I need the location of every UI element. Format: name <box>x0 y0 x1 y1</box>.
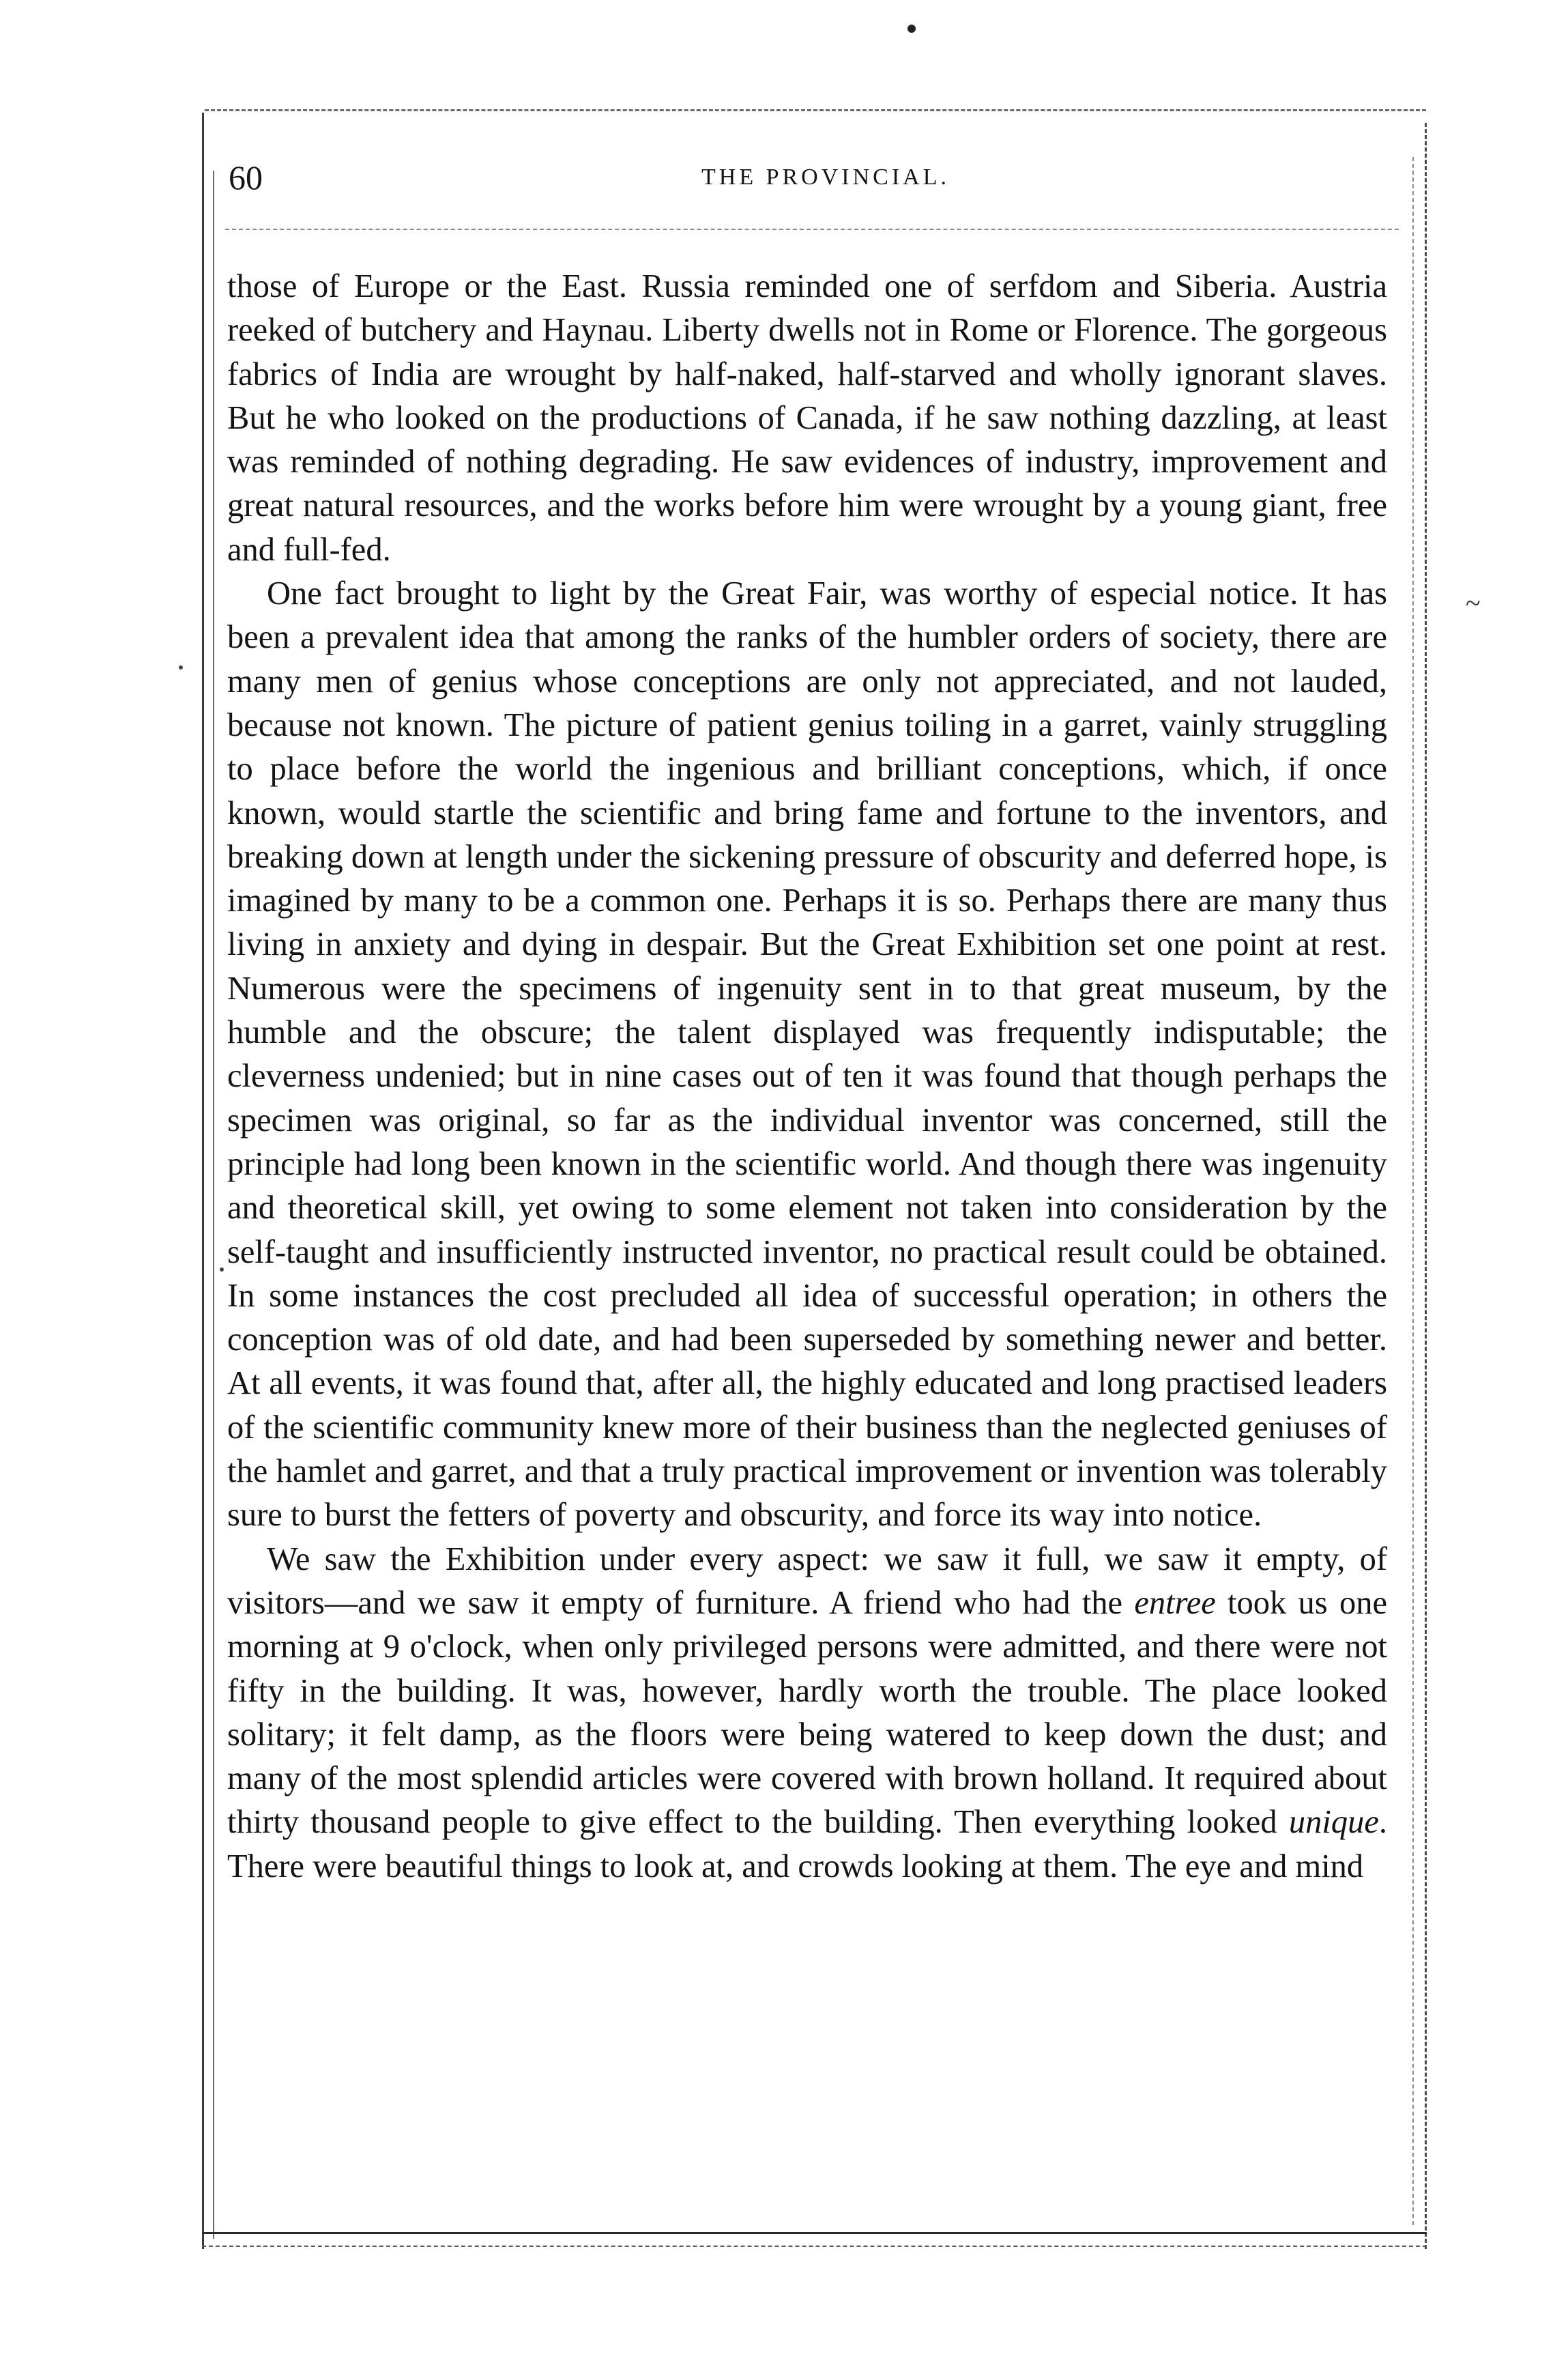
page-frame-bottom <box>202 2232 1427 2234</box>
paragraph-1: those of Europe or the East. Russia reminded one of serfdom and Siberia. Austria reeked of butchery and Haynau. Liberty dwells not in Rome or Florence. The gorgeous fabrics of India are wrought by half-naked, half-starved and wholly ignorant slaves. But he who looked on the productions of Canada, if he saw nothing dazzling, at least was reminded of nothing degrading. He saw evidences of industry, improvement and great natural resources, and the works before him were wrought by a young giant, free and full-fed. <box>227 268 1387 568</box>
body-text <box>227 265 1387 1889</box>
page-frame-left-inner <box>213 171 214 2239</box>
page-number: 60 <box>229 158 263 197</box>
margin-mark: ~ <box>1466 588 1481 618</box>
header-rule <box>225 229 1399 230</box>
italic-unique: unique <box>1288 1804 1379 1841</box>
page-speck <box>908 25 916 33</box>
paragraph-3 <box>227 1538 1387 1889</box>
page-header <box>225 154 1399 201</box>
paragraph-3-part-c: . There were beautiful things to look at, and crowds looking at them. The eye and mind <box>227 1804 1387 1884</box>
page-frame-top <box>205 109 1426 111</box>
page-frame-right-inner <box>1412 157 1414 2225</box>
page-frame-right <box>1425 123 1427 2249</box>
running-head: THE PROVINCIAL. <box>701 164 950 190</box>
margin-speck <box>179 665 183 670</box>
margin-speck <box>220 1267 224 1272</box>
paragraph-3-part-a: We saw the Exhibition under every aspect: we saw it full, we saw it empty, of visitors—and we saw it empty of furniture. A friend who had the <box>227 1540 1387 1621</box>
paragraph-3-part-b: took us one morning at 9 o'clock, when only privileged persons were admitted, and there were not fifty in the building. It was, however, hardly worth the trouble. The place looked solitary; it felt damp, as the floors were being watered to keep down the dust; and many of the most splendid articles were covered with brown holland. It required about thirty thousand people to give effect to the building. Then everything looked <box>227 1584 1387 1841</box>
page-frame-left <box>202 113 204 2249</box>
page-frame-bottom-secondary <box>202 2246 1427 2247</box>
paragraph-2: One fact brought to light by the Great Fair, was worthy of especial notice. It has been a prevalent idea that among the ranks of the humbler orders of society, there are many men of genius whose conceptions are only not appreciated, and not lauded, because not known. The picture of patient genius toiling in a garret, vainly struggling to place before the world the ingenious and brilliant conceptions, which, if once known, would startle the scientific and bring fame and fortune to the inventors, and breaking down at length under the sickening pressure of obscurity and deferred hope, is imagined by many to be a common one. Perhaps it is so. Perhaps there are many thus living in anxiety and dying in despair. But the Great Exhibition set one point at rest. Numerous were the specimens of ingenuity sent in to that great museum, by the humble and the obscure; the talent displayed was frequently indisputable; the cleverness undenied; but in nine cases out of ten it was found that though perhaps the specimen was original, so far as the individual inventor was concerned, still the principle had long been known in the scientific world. And though there was ingenuity and theoretical skill, yet owing to some element not taken into consideration by the self-taught and insufficiently instructed inventor, no practical result could be obtained. In some instances the cost precluded all idea of successful operation; in others the conception was of old date, and had been superseded by something newer and better. At all events, it was found that, after all, the highly educated and long practised leaders of the scientific community knew more of their business than the neglected geniuses of the hamlet and garret, and that a truly practical improvement or invention was tolerably sure to burst the fetters of poverty and obscurity, and force its way into notice. <box>227 575 1387 1534</box>
italic-entree: entree <box>1134 1584 1216 1621</box>
